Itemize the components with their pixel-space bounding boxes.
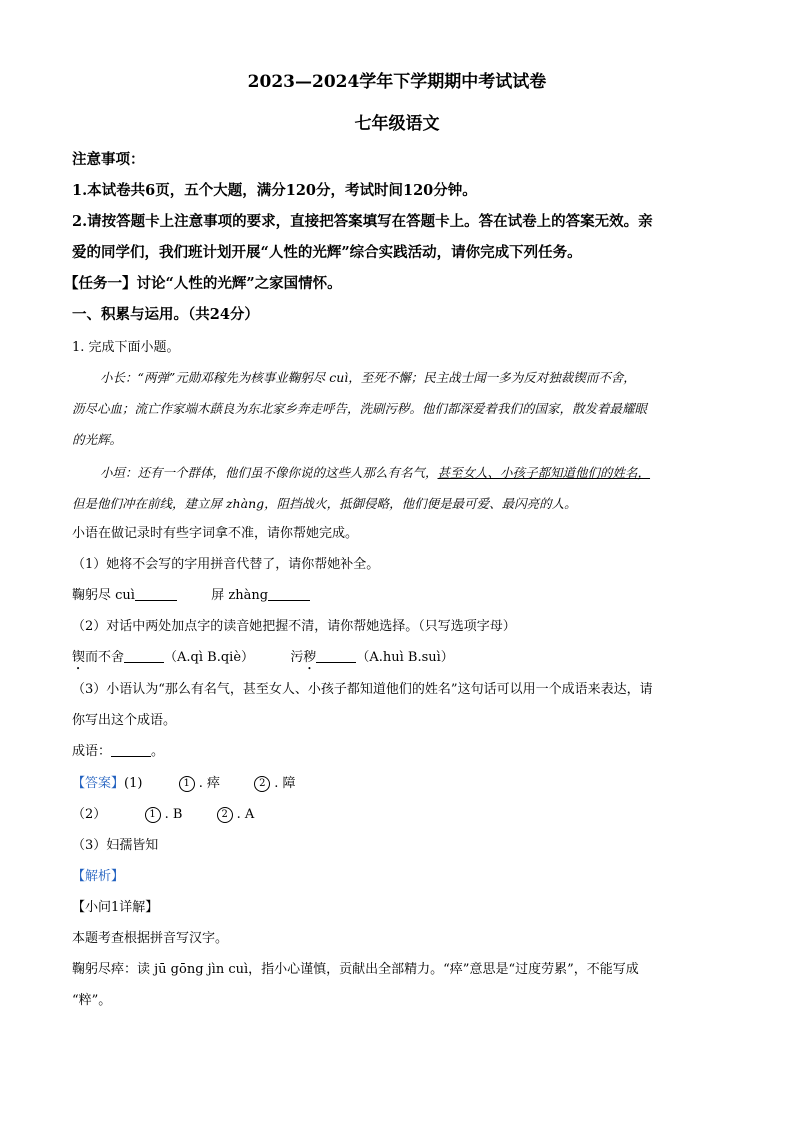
subquestion-1: （1）她将不会写的字用拼音代替了，请你帮她补全。 [72,557,380,572]
passage-2-text: 小垣：还有一个群体，他们虽不像你说的这些人那么有名气， [100,465,438,480]
passage-2-line-2: 但是他们冲在前线，建立屏 zhàng，阻挡战火，抵御侵略，他们便是最可爱、最闪亮的人。 [72,496,577,511]
answer-label: 【答案】 [72,776,125,791]
analysis-line-1: 本题考查根据拼音写汉字。 [72,931,229,946]
passage-1-line-1: 小长：“两弹”元勋邓稼先为核事业鞠躬尽 cuì，至死不懈；民主战士闻一多为反对独裁锲而不舍， [100,370,636,385]
subquestion-3-line-2: 你写出这个成语。 [72,713,177,728]
blank-qie [124,648,164,663]
underlined-sentence: 甚至女人、小孩子都知道他们的姓名， [437,465,651,480]
subquestion-3-line-1: （3）小语认为“那么有名气，甚至女人、小孩子都知道他们的姓名”这句话可以用一个成语来表达，请 [72,682,653,697]
notice-item-2a: 2.请按答题卡上注意事项的要求，直接把答案填写在答题卡上。答在试卷上的答案无效。亲 [72,213,653,230]
analysis-sub-label: 【小问1详解】 [72,900,159,915]
circled-number-1: 1 [179,776,195,792]
word-wu: 污 [290,650,304,665]
exam-subtitle: 七年级语文 [354,114,440,134]
idiom-answer-line [72,742,164,762]
task-1: 【任务一】讨论“人性的光辉”之家国情怀。 [64,275,342,292]
passage-1-line-3: 的光辉。 [72,432,123,447]
notice-heading: 注意事项： [72,151,145,168]
analysis-line-2: 鞠躬尽瘁：读 jū gōng jìn cuì，指小心谨慎，贡献出全部精力。“瘁”意思是“过度劳累”，不能写成 [72,962,639,977]
subquestion-2-items [72,648,454,673]
answer-2-prefix: （2） [72,807,107,822]
circled-number-1b: 1 [145,807,161,823]
answer-line-1 [72,774,296,794]
subquestion-1-items [72,586,310,606]
exam-title: 2023—2024学年下学期期中考试试卷 [247,72,547,92]
answer-2-value-1: . B [164,807,183,822]
blank-idiom [111,742,151,757]
analysis-line-3: “粹”。 [72,993,112,1008]
options-hui: （A.huì B.suì） [356,650,454,665]
notice-item-1: 1.本试卷共6页，五个大题，满分120分，考试时间120分钟。 [72,182,477,199]
dotted-char-qie: 锲 [72,650,86,665]
idiom-label: 成语： [72,744,112,759]
section-1-heading: 一、积累与运用。（共24分） [72,306,259,323]
passage-1-line-2: 沥尽心血；流亡作家端木蕻良为东北家乡奔走呼告，洗刷污秽。他们都深爱着我们的国家，散发着最耀眼 [72,401,648,416]
subquestion-2: （2）对话中两处加点字的读音她把握不清，请你帮她选择。（只写选项字母） [72,619,516,634]
circled-number-2b: 2 [217,807,233,823]
options-qie: （A.qì B.qiè） [164,650,255,665]
circled-number-2: 2 [254,776,270,792]
blank-cui [135,586,177,601]
answer-1-prefix: (1) [124,776,143,791]
blank-hui [316,648,356,663]
answer-line-2 [72,805,254,825]
idiom-end: 。 [151,744,165,759]
blank-zhang [268,586,310,601]
item-zhang: 屏 zhàng [211,588,269,603]
word-rest-1: 而不舍 [85,650,125,665]
notice-item-2b: 爱的同学们，我们班计划开展“人性的光辉”综合实践活动，请你完成下列任务。 [72,244,582,261]
answer-1-value-1: . 瘁 [198,776,220,791]
answer-2-value-2: . A [236,807,255,822]
question-note: 小语在做记录时有些字词拿不准，请你帮她完成。 [72,526,359,541]
answer-line-3: （3）妇孺皆知 [72,838,159,853]
dotted-char-hui: 秽 [303,650,317,665]
analysis-label: 【解析】 [72,869,125,884]
answer-1-value-2: . 障 [274,776,296,791]
item-cui: 鞠躬尽 cuì [72,588,135,603]
question-1-intro: 1. 完成下面小题。 [72,340,180,355]
passage-2-line-1 [100,463,650,483]
